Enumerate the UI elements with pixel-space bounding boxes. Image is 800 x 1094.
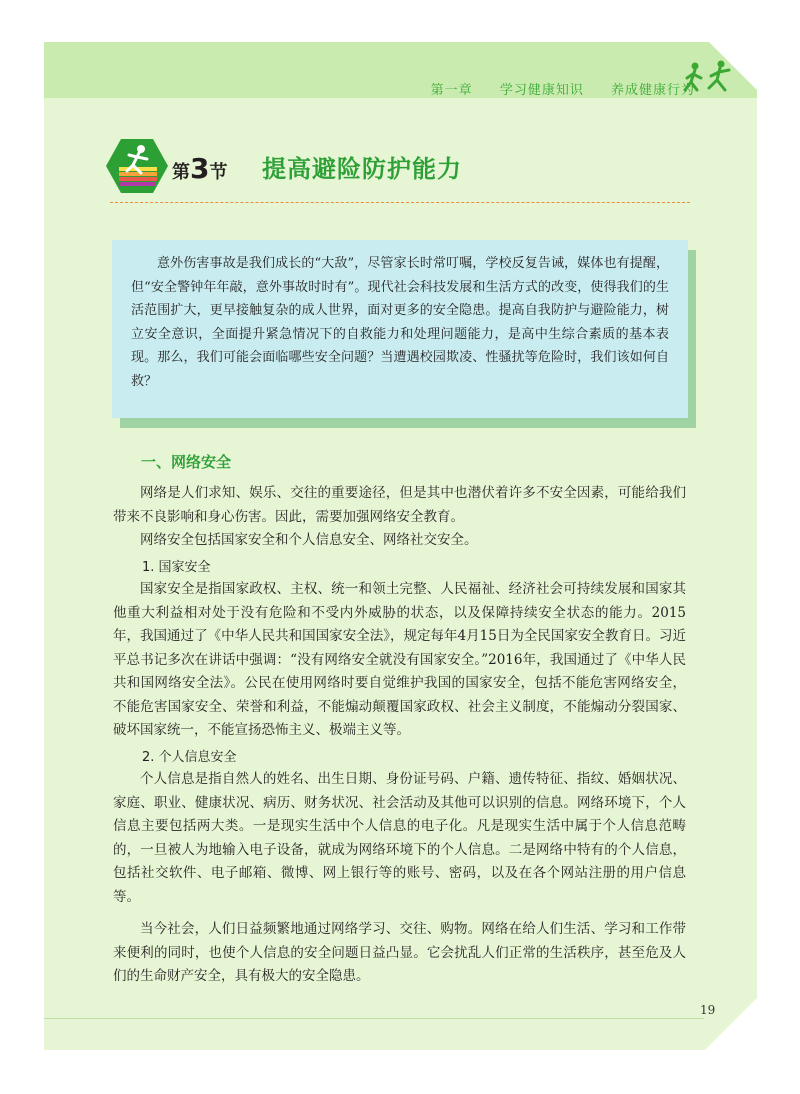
paragraph: 国家安全是指国家政权、主权、统一和领土完整、人民福祉、经济社会可持续发展和国家其他重大利益相对处于没有危险和不受内外威胁的状态，以及保障持续安全状态的能力。2015年，我国通过了《中华人民共和国国家安全法》，规定每年4月15日为全民国家安全教育日。习近平总书记多次在讲话中强调：“没有网络安全就没有国家安全。”2016年，我国通过了《中华人民共和国网络安全法》。公民在使用网络时要自觉维护我国的国家安全，包括不能危害网络安全，不能危害国家安全、荣誉和利益，不能煽动颠覆国家政权、社会主义制度，不能煽动分裂国家、破坏国家统一，不能宣扬恐怖主义、极端主义等。 bbox=[113, 581, 686, 738]
heading-network-security: 一、网络安全 bbox=[141, 453, 232, 471]
page-number: 19 bbox=[700, 1003, 716, 1017]
subheading-personal-info-security: 2. 个人信息安全 bbox=[142, 750, 237, 765]
section-number-prefix: 第 bbox=[172, 162, 190, 183]
paragraph: 网络是人们求知、娱乐、交往的重要途径，但是其中也潜伏着许多不安全因素，可能给我们带来不良影响和身心伤害。因此，需要加强网络安全教育。 bbox=[113, 485, 686, 525]
section-number bbox=[172, 152, 227, 185]
chapter-title: 学习健康知识 bbox=[499, 83, 584, 98]
footer-rule bbox=[44, 1018, 704, 1019]
runners-icon bbox=[681, 60, 741, 100]
running-header bbox=[409, 79, 695, 98]
intro-text: 意外伤害事故是我们成长的“大敌”，尽管家长时常叮嘱，学校反复告诫，媒体也有提醒，但“安全警钟年年敲，意外事故时时有”。现代社会科技发展和生活方式的改变，使得我们的生活范围扩大，更早接触复杂的成人世界，面对更多的安全隐患。提高自我防护与避险能力，树立安全意识，全面提升紧急情况下的自救能力和处理问题能力，是高中生综合素质的基本表现。那么，我们可能会面临哪些安全问题？当遭遇校园欺凌、性骚扰等危险时，我们该如何自救？ bbox=[131, 256, 669, 389]
chapter-subtitle: 养成健康行为 bbox=[610, 83, 695, 98]
paragraph: 网络安全包括国家安全和个人信息安全、网络社交安全。 bbox=[140, 532, 478, 548]
paragraph: 当今社会，人们日益频繁地通过网络学习、交往、购物。网络在给人们生活、学习和工作带来便利的同时，也使个人信息的安全问题日益凸显。它会扰乱人们正常的生活秩序，甚至危及人们的生命财产安全，具有极大的安全隐患。 bbox=[113, 921, 686, 984]
section-title: 提高避险防护能力 bbox=[262, 155, 462, 183]
chapter-label: 第一章 bbox=[430, 83, 473, 98]
subheading-national-security: 1. 国家安全 bbox=[142, 560, 211, 575]
section-badge-icon bbox=[105, 137, 169, 195]
section-number-value: 3 bbox=[190, 152, 210, 185]
section-divider bbox=[110, 202, 690, 203]
section-number-suffix: 节 bbox=[209, 162, 228, 183]
paragraph: 个人信息是指自然人的姓名、出生日期、身份证号码、户籍、遗传特征、指纹、婚姻状况、家庭、职业、健康状况、病历、财务状况、社会活动及其他可以识别的信息。网络环境下，个人信息主要包括两大类。一是现实生活中个人信息的电子化。凡是现实生活中属于个人信息范畴的，一旦被人为地输入电子设备，就成为网络环境下的个人信息。二是网络中特有的个人信息，包括社交软件、电子邮箱、微博、网上银行等的账号、密码，以及在各个网站注册的用户信息等。 bbox=[113, 771, 686, 905]
